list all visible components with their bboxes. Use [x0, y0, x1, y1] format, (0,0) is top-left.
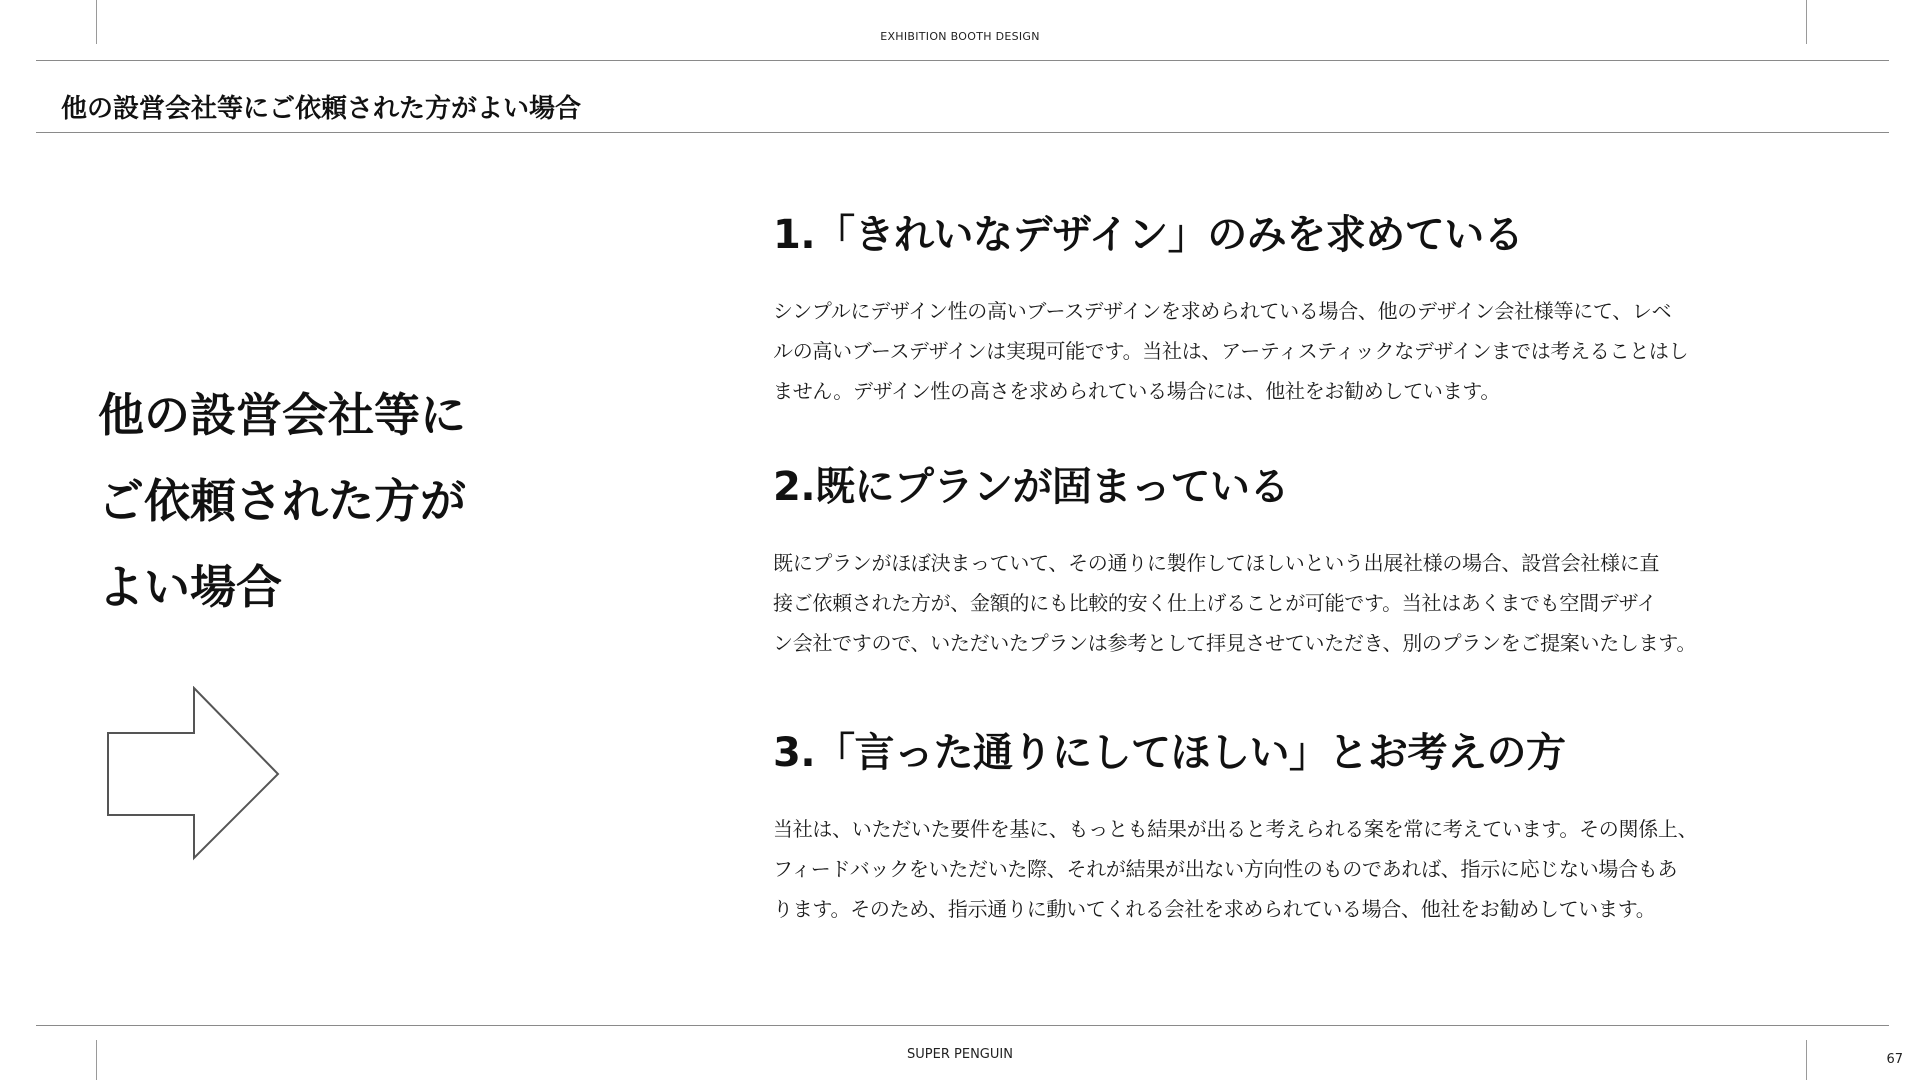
right-arrow-outline-icon — [106, 686, 282, 862]
section-body-line: 接ご依頼された方が、金額的にも比較的安く仕上げることが可能です。当社はあくまでも空間デザイ — [773, 591, 1657, 615]
big-title-line: よい場合 — [98, 560, 282, 614]
section-body — [773, 809, 1713, 929]
section-body-line: ン会社ですので、いただいたプランは参考として拝見させていただき、別のプランをご提案いたします。 — [773, 631, 1697, 655]
header-label: EXHIBITION BOOTH DESIGN — [880, 30, 1040, 43]
section-heading: 1.「きれいなデザイン」のみを求めている — [773, 212, 1524, 258]
section-body — [773, 291, 1713, 411]
section-body-line: シンプルにデザイン性の高いブースデザインを求められている場合、他のデザイン会社様等にて、レベ — [773, 299, 1672, 323]
section-body-line: 既にプランがほぼ決まっていて、その通りに製作してほしいという出展社様の場合、設営会社様に直 — [773, 551, 1660, 575]
section-body — [773, 543, 1713, 663]
page-title: 他の設営会社等にご依頼された方がよい場合 — [61, 94, 582, 124]
section-3 — [773, 723, 1713, 929]
page-number: 67 — [1886, 1052, 1903, 1067]
footer-brand: SUPER PENGUIN — [907, 1047, 1013, 1062]
big-title — [98, 372, 618, 630]
section-body-line: ります。そのため、指示通りに動いてくれる会社を求められている場合、他社をお勧めしています。 — [773, 897, 1656, 921]
footer-divider — [36, 1025, 1889, 1026]
section-body-line: 当社は、いただいた要件を基に、もっとも結果が出ると考えられる案を常に考えています。その関係上、 — [773, 817, 1698, 841]
section-heading: 2.既にプランが固まっている — [773, 464, 1290, 510]
big-title-line: 他の設営会社等に — [98, 388, 466, 442]
section-2 — [773, 457, 1713, 663]
section-body-line: フィードバックをいただいた際、それが結果が出ない方向性のものであれば、指示に応じない場合もあ — [773, 857, 1678, 881]
section-1 — [773, 205, 1713, 411]
header-divider-top — [36, 60, 1889, 61]
section-body-line: ません。デザイン性の高さを求められている場合には、他社をお勧めしています。 — [773, 379, 1501, 403]
big-title-line: ご依頼された方が — [98, 474, 466, 528]
header-divider-bottom — [36, 132, 1889, 133]
section-heading: 3.「言った通りにしてほしい」とお考えの方 — [773, 730, 1566, 776]
section-body-line: ルの高いブースデザインは実現可能です。当社は、アーティスティックなデザインまでは考えることはし — [773, 339, 1689, 363]
